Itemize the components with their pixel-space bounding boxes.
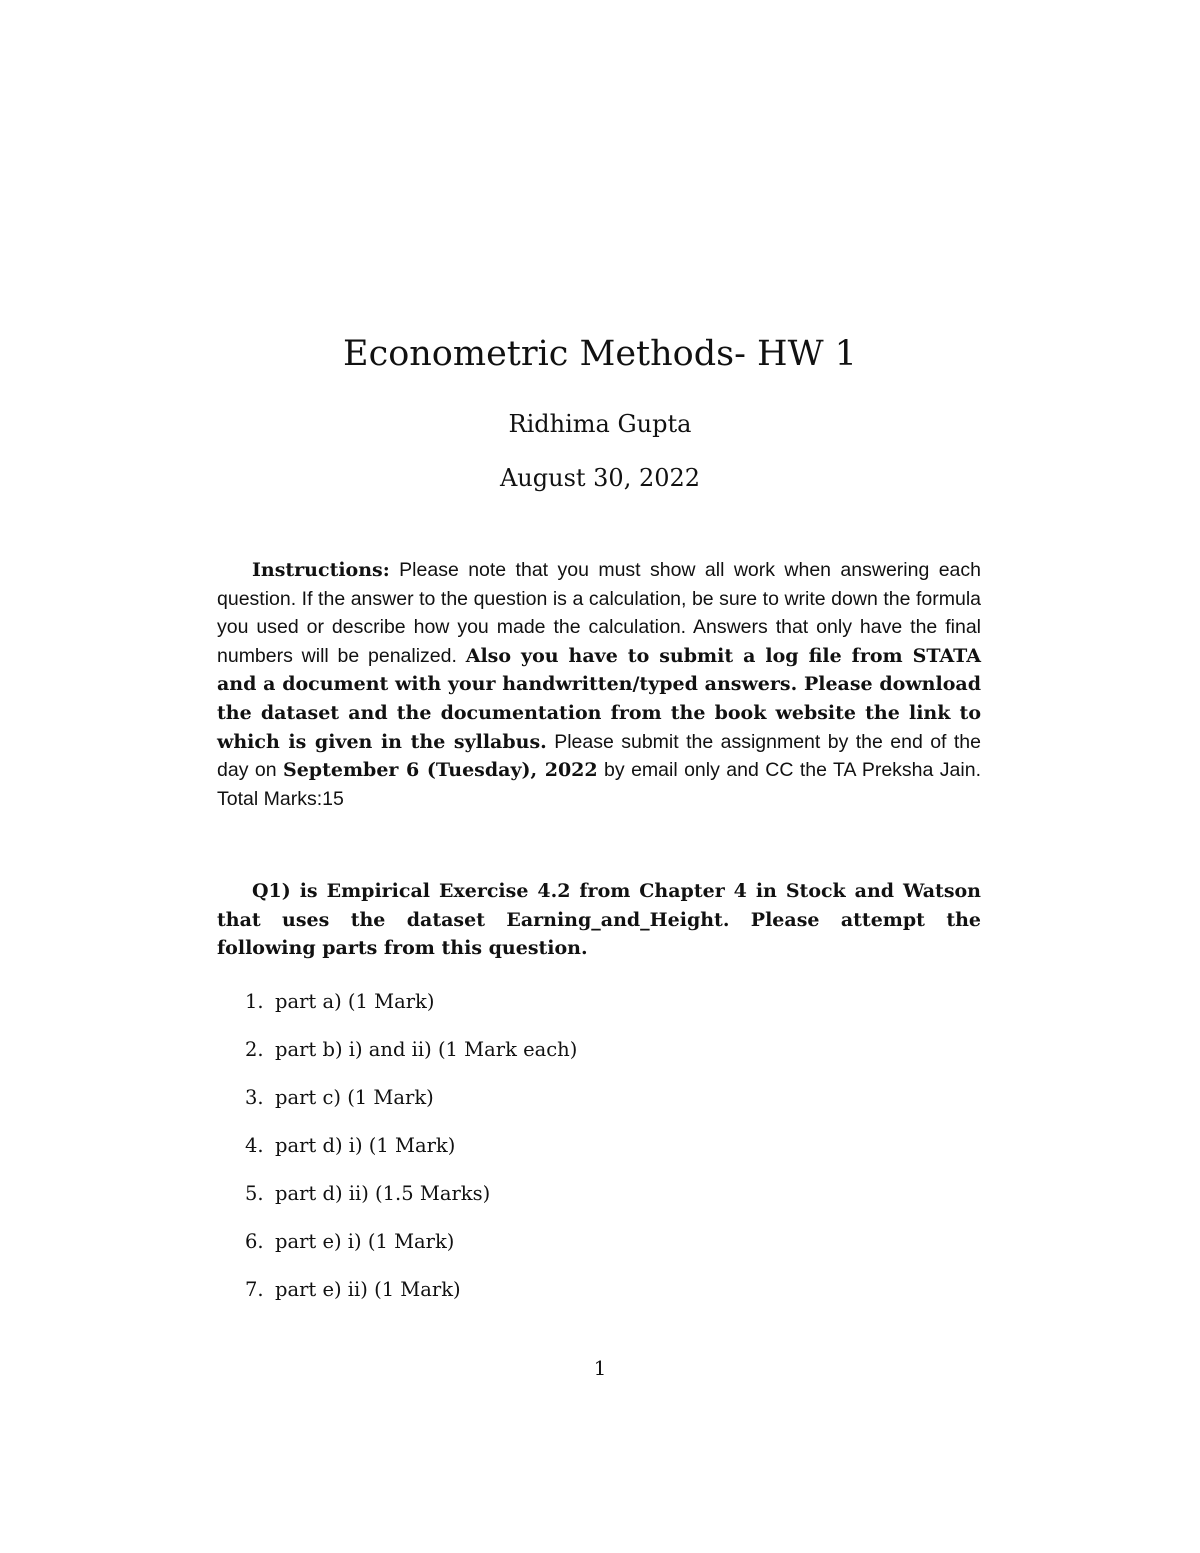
instructions-text-3: by email only and CC the TA Preksha Jain. Total Marks:15 [217,759,981,810]
instructions-bold-1: Also you have to submit a log file from STATA and a document with your handwritten/typed answers. Please download the dataset and the documentation from the book website the link to which is given in the syllabus. [217,644,982,753]
list-item [245,986,577,1034]
list-item-number: 4. [245,1134,264,1157]
list-item-number: 3. [245,1086,264,1109]
list-item [245,1130,577,1178]
document-author: Ridhima Gupta [508,410,692,438]
list-item-text: part c) (1 Mark) [275,1086,434,1109]
list-item-number: 5. [245,1182,264,1205]
list-item [245,1226,577,1274]
page-number: 1 [593,1356,607,1380]
question-1: Q1) is Empirical Exercise 4.2 from Chapter 4 in Stock and Watson that uses the dataset Earning_and_Height. Please attempt the following parts from this question. [217,880,981,960]
list-item-text: part e) ii) (1 Mark) [275,1278,461,1301]
list-item-number: 2. [245,1038,264,1061]
list-item [245,1178,577,1226]
list-item-text: part d) ii) (1.5 Marks) [275,1182,491,1205]
instructions-label: Instructions: [252,559,390,581]
instructions-text-2: Please submit the assignment by the end of the day on [217,730,981,782]
list-item-number: 6. [245,1230,264,1253]
instructions-text-1: Please note that you must show all work when answering each question. If the answer to the question is a calculation, be sure to write down the formula you used or describe how you made the calculation. Answers that only have the final numbers will be penalized. [217,559,981,667]
list-item-number: 7. [245,1278,264,1301]
list-item [245,1082,577,1130]
document-title: Econometric Methods- HW 1 [343,334,857,374]
list-item-text: part e) i) (1 Mark) [275,1230,455,1253]
instructions-deadline: September 6 (Tuesday), 2022 [282,759,598,782]
list-item-text: part d) i) (1 Mark) [275,1134,456,1157]
list-item-text: part a) (1 Mark) [275,990,435,1013]
list-item-text: part b) i) and ii) (1 Mark each) [275,1038,578,1061]
document-date: August 30, 2022 [499,464,701,492]
question-parts-list [245,986,577,1322]
list-item [245,1034,577,1082]
list-item-number: 1. [245,990,264,1013]
instructions-paragraph [217,556,981,813]
list-item [245,1274,577,1322]
